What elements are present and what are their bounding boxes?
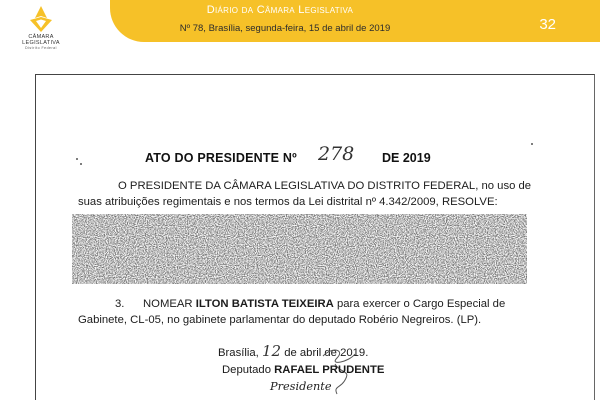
item-line-1-rest: para exercer o Cargo Especial de <box>336 298 506 310</box>
chamber-emblem-icon <box>26 4 56 34</box>
logo-title-line2: LEGISLATIVA <box>22 40 60 46</box>
scan-speck <box>80 163 82 165</box>
journal-title: Diário da Câmara Legislativa <box>206 4 354 16</box>
place: Brasília, <box>218 347 259 359</box>
logo-subtitle: Distrito Federal <box>25 46 57 50</box>
signer <box>222 364 384 376</box>
signer-role: Presidente <box>270 380 332 393</box>
signer-title: Deputado <box>222 364 271 376</box>
preamble-line-1: O PRESIDENTE DA CÂMARA LEGISLATIVA DO DISTRITO FEDERAL, no uso de <box>118 180 532 192</box>
day-handwritten: 12 <box>261 342 282 360</box>
item-number: 3. <box>115 298 125 310</box>
page-header <box>0 0 600 62</box>
preamble-line-2: suas atribuições regimentais e nos termos da Lei distrital nº 4.342/2009, RESOLVE: <box>78 196 498 208</box>
chamber-logo <box>6 4 76 62</box>
scan-speck <box>76 158 78 160</box>
appointee-name: ILTON BATISTA TEIXEIRA <box>195 298 334 310</box>
page-number: 32 <box>539 16 556 33</box>
scan-speck <box>531 143 533 145</box>
date-rest: de abril de 2019. <box>284 347 369 359</box>
signer-name: RAFAEL PRUDENTE <box>274 364 385 376</box>
redacted-block <box>72 212 527 286</box>
issue-line: Nº 78, Brasília, segunda-feira, 15 de abril de 2019 <box>179 23 391 34</box>
item-line-2: Gabinete, CL-05, no gabinete parlamentar do deputado Robério Negreiros. (LP). <box>78 314 482 326</box>
act-year: DE 2019 <box>382 151 431 165</box>
logo-title-line1: CÂMARA <box>28 34 54 40</box>
act-number-handwritten: 278 <box>318 143 355 165</box>
act-title: ATO DO PRESIDENTE Nº <box>145 151 297 165</box>
item-line-1 <box>143 298 505 310</box>
item-verb: NOMEAR <box>143 298 193 310</box>
